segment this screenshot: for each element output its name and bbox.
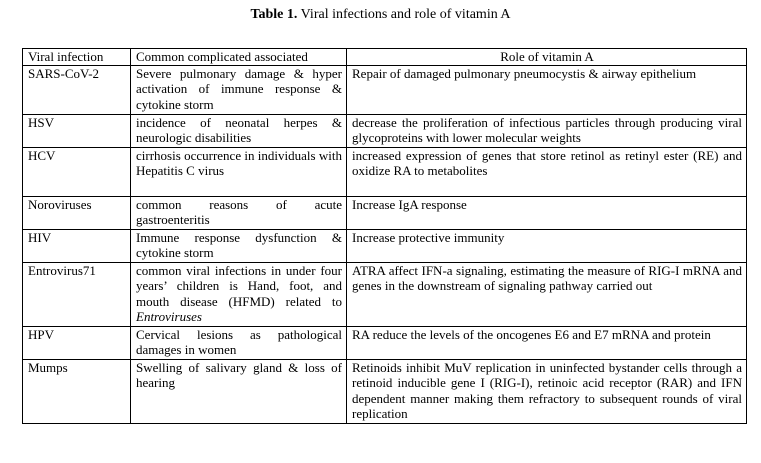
table-row [23,114,747,147]
cell-complication: common reasons of acute gastroenteritis [131,196,347,229]
cell-virus: HIV [23,229,131,262]
cell-role: increased expression of genes that store retinol as retinyl ester (RE) and oxidize RA to metabolites [347,147,747,196]
cell-role: RA reduce the levels of the oncogenes E6 and E7 mRNA and protein [347,326,747,359]
cell-complication: incidence of neonatal herpes & neurologic disabilities [131,114,347,147]
table-title: Viral infections and role of vitamin A [300,7,511,22]
cell-role: ATRA affect IFN-a signaling, estimating the measure of RIG-I mRNA and genes in the downstream of signaling pathway carried out [347,262,747,326]
cell-role: Repair of damaged pulmonary pneumocystis & airway epithelium [347,65,747,114]
table-row [23,65,747,114]
cell-complication: Severe pulmonary damage & hyper activation of immune response & cytokine storm [131,65,347,114]
complication-text: common viral infections in under four years’ children is Hand, foot, and mouth disease (HFMD) related to [136,262,342,309]
header-role-of-vitamin-a: Role of vitamin A [347,49,747,66]
cell-virus: Mumps [23,359,131,423]
table-number: Table 1. [250,7,298,22]
cell-virus: HCV [23,147,131,196]
header-viral-infection: Viral infection [23,49,131,66]
cell-role: Increase protective immunity [347,229,747,262]
complication-italic-text: Entroviruses [136,309,202,324]
cell-complication [131,262,347,326]
table-row [23,359,747,423]
cell-complication: Immune response dysfunction & cytokine storm [131,229,347,262]
header-row [23,49,747,66]
cell-complication: Cervical lesions as pathological damages in women [131,326,347,359]
table-row [23,147,747,196]
table-caption [0,6,761,24]
table-row [23,196,747,229]
cell-virus: Entrovirus71 [23,262,131,326]
cell-virus: HSV [23,114,131,147]
cell-role: Increase IgA response [347,196,747,229]
cell-role: decrease the proliferation of infectious particles through producing viral glycoproteins with lower molecular weights [347,114,747,147]
cell-complication: cirrhosis occurrence in individuals with Hepatitis C virus [131,147,347,196]
cell-role: Retinoids inhibit MuV replication in uninfected bystander cells through a retinoid inducible gene I (RIG-I), retinoic acid receptor (RAR) and IFN dependent manner making them refractory to subsequent rounds of viral replication [347,359,747,423]
table-row [23,326,747,359]
cell-complication: Swelling of salivary gland & loss of hearing [131,359,347,423]
cell-virus: SARS-CoV-2 [23,65,131,114]
header-common-complicated: Common complicated associated [131,49,347,66]
cell-virus: Noroviruses [23,196,131,229]
cell-virus: HPV [23,326,131,359]
table-row [23,229,747,262]
table-row [23,262,747,326]
viral-infections-table [22,48,747,424]
